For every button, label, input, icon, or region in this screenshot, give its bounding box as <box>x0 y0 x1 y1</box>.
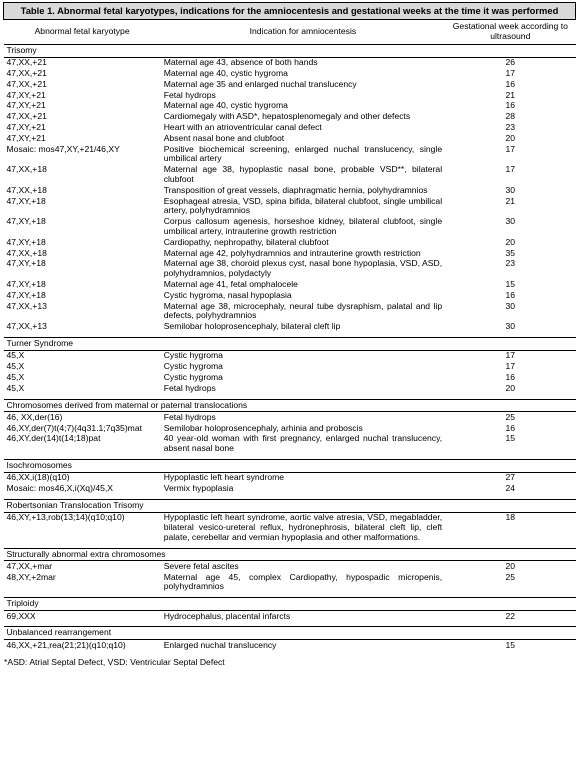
indication-cell: Hydrocephalus, placental infarcts <box>163 610 291 621</box>
karyotype-cell: 48,XY,+2mar <box>6 571 56 582</box>
section-header-row <box>4 548 576 561</box>
gestational-week-cell: 18 <box>505 512 516 523</box>
indication-cell: Maternal age 38, choroid plexus cyst, nasal bone hypoplasia, VSD, ASD, polyhydramnios, polydactyly <box>163 258 443 279</box>
table-row <box>4 640 576 656</box>
gestational-week-cell: 23 <box>505 258 516 269</box>
karyotype-cell: 47,XX,+13 <box>6 300 47 311</box>
indication-cell: Fetal hydrops <box>163 411 216 422</box>
gestational-week-cell: 22 <box>505 610 516 621</box>
indication-cell: Semilobar holoprosencephaly, bilateral cleft lip <box>163 321 341 332</box>
table-row <box>4 185 576 196</box>
karyotype-cell: 47,XX,+mar <box>6 560 53 571</box>
gestational-week-cell: 28 <box>505 111 516 122</box>
karyotype-cell: 47,XX,+21 <box>6 68 47 79</box>
table-row <box>4 290 576 301</box>
indication-cell: Hypoplastic left heart syndrome <box>163 472 285 483</box>
karyotype-cell: 69,XXX <box>6 610 36 621</box>
gestational-week-cell: 30 <box>505 184 516 195</box>
table-row <box>4 611 576 627</box>
section-header-row <box>4 598 576 611</box>
table-body <box>4 45 576 656</box>
indication-cell: 40 year-old woman with first pregnancy, enlarged nuchal translucency, absent nasal bone <box>163 433 443 454</box>
gestational-week-cell: 23 <box>505 122 516 133</box>
karyotype-cell: 47,XY,+18 <box>6 216 46 227</box>
indication-cell: Vermix hypoplasia <box>163 483 234 494</box>
table-title-row <box>4 3 576 20</box>
karyotype-cell: 47,XY,+21 <box>6 89 46 100</box>
gestational-week-cell: 20 <box>505 560 516 571</box>
gestational-week-cell: 26 <box>505 57 516 68</box>
table-row <box>4 79 576 90</box>
karyotype-cell: 47,XX,+18 <box>6 247 47 258</box>
gestational-week-cell: 25 <box>505 411 516 422</box>
karyotype-cell: 47,XY,+18 <box>6 236 46 247</box>
gestational-week-cell: 16 <box>505 100 516 111</box>
gestational-week-cell: 30 <box>505 321 516 332</box>
indication-cell: Maternal age 38, microcephaly, neural tube dysraphism, palatal and lip defects, polyhydramnios <box>163 300 443 321</box>
indication-cell: Maternal age 43, absence of both hands <box>163 57 318 68</box>
gestational-week-cell: 20 <box>505 382 516 393</box>
table-row <box>4 248 576 259</box>
gestational-week-cell: 25 <box>505 571 516 582</box>
column-header-gestational-week: Gestational week according to ultrasound <box>445 20 575 45</box>
karyotype-cell: 47,XY,+18 <box>6 289 46 300</box>
table-row <box>4 123 576 134</box>
karyotype-cell: 46,XX,+21,rea(21;21)(q10;q10) <box>6 639 126 650</box>
karyotype-cell: 47,XX,+21 <box>6 57 47 68</box>
karyotype-cell: 46, XX,der(16) <box>6 411 63 422</box>
table-row <box>4 434 576 460</box>
gestational-week-cell: 16 <box>505 422 516 433</box>
section-title: Robertsonian Translocation Trisomy <box>4 499 576 512</box>
indication-cell: Maternal age 40, cystic hygroma <box>163 68 288 79</box>
indication-cell: Cystic hygroma, nasal hypoplasia <box>163 289 292 300</box>
gestational-week-cell: 21 <box>505 195 516 206</box>
karyotype-cell: 47,XY,+18 <box>6 279 46 290</box>
karyotype-cell: 46,XX,i(18)(q10) <box>6 472 70 483</box>
gestational-week-cell: 21 <box>505 89 516 100</box>
document <box>3 2 576 667</box>
table-row <box>4 165 576 186</box>
section-header-row <box>4 338 576 351</box>
indication-cell: Cardiomegaly with ASD*, hepatosplenomegaly and other defects <box>163 111 411 122</box>
indication-cell: Absent nasal bone and clubfoot <box>163 132 285 143</box>
karyotype-cell: 46,XY,+13,rob(13;14)(q10;q10) <box>6 512 125 523</box>
section-header-row <box>4 499 576 512</box>
table-title: Table 1. Abnormal fetal karyotypes, indications for the amniocentesis and gestational weeks at the time it was performed <box>4 3 576 20</box>
table-row <box>4 350 576 361</box>
table-row <box>4 133 576 144</box>
indication-cell: Heart with an atrioventricular canal defect <box>163 122 322 133</box>
section-title: Isochromosomes <box>4 459 576 472</box>
table-row <box>4 423 576 434</box>
table-row <box>4 112 576 123</box>
indication-cell: Maternal age 35 and enlarged nuchal translucency <box>163 78 357 89</box>
gestational-week-cell: 17 <box>505 361 516 372</box>
indication-cell: Fetal hydrops <box>163 382 216 393</box>
indication-cell: Maternal age 38, hypoplastic nasal bone, probable VSD**, bilateral clubfoot <box>163 164 443 185</box>
table-row <box>4 484 576 500</box>
table-row <box>4 90 576 101</box>
table-row <box>4 412 576 423</box>
indication-cell: Semilobar holoprosencephaly, arhinia and proboscis <box>163 422 363 433</box>
gestational-week-cell: 17 <box>505 143 516 154</box>
table-row <box>4 69 576 80</box>
table-row <box>4 280 576 291</box>
gestational-week-cell: 15 <box>505 639 516 650</box>
karyotype-cell: 47,XX,+18 <box>6 184 47 195</box>
table-row <box>4 383 576 399</box>
table-row <box>4 512 576 548</box>
indication-cell: Hypoplastic left heart syndrome, aortic valve atresia, VSD, megabladder, bilateral vesico-ureteral reflux, hydronephrosis, bilateral cleft lip, cleft palate, cerebellar and vermian hypoplasia and other malformations. <box>163 512 443 542</box>
table-row <box>4 362 576 373</box>
table-row <box>4 561 576 572</box>
indication-cell: Maternal age 45, complex Cardiopathy, hypospadic micropenis, polyhydramnios <box>163 571 443 592</box>
column-header-indication: Indication for amniocentesis <box>161 20 445 45</box>
indication-cell: Transposition of great vessels, diaphragmatic hernia, polyhydramnios <box>163 184 428 195</box>
gestational-week-cell: 20 <box>505 236 516 247</box>
gestational-week-cell: 20 <box>505 132 516 143</box>
section-header-row <box>4 45 576 58</box>
table-row <box>4 237 576 248</box>
karyotype-cell: 47,XX,+18 <box>6 164 47 175</box>
section-title: Unbalanced rearrangement <box>4 627 576 640</box>
karyotype-cell: 47,XY,+21 <box>6 132 46 143</box>
table-row <box>4 472 576 483</box>
table-row <box>4 57 576 68</box>
karyotype-cell: 47,XY,+21 <box>6 122 46 133</box>
gestational-week-cell: 30 <box>505 216 516 227</box>
table-row <box>4 217 576 238</box>
gestational-week-cell: 27 <box>505 472 516 483</box>
table-row <box>4 322 576 338</box>
indication-cell: Fetal hydrops <box>163 89 216 100</box>
column-header-karyotype: Abnormal fetal karyotype <box>4 20 161 45</box>
indication-cell: Esophageal atresia, VSD, spina bifida, bilateral clubfoot, single umbilical artery, polyhydramnios <box>163 195 443 216</box>
indication-cell: Cystic hygroma <box>163 371 223 382</box>
indication-cell: Positive biochemical screening, enlarged nuchal translucency, single umbilical artery <box>163 143 443 164</box>
karyotype-cell: Mosaic: mos46,X,i(Xq)/45,X <box>6 483 114 494</box>
gestational-week-cell: 24 <box>505 483 516 494</box>
karyotype-cell: 47,XX,+21 <box>6 78 47 89</box>
karyotype-cell: 45,X <box>6 382 25 393</box>
footnote: *ASD: Atrial Septal Defect, VSD: Ventricular Septal Defect <box>4 657 225 668</box>
table-row <box>4 196 576 217</box>
gestational-week-cell: 17 <box>505 164 516 175</box>
karyotype-table <box>3 2 576 655</box>
gestational-week-cell: 16 <box>505 371 516 382</box>
section-header-row <box>4 399 576 412</box>
karyotype-cell: 46,XY,der(7)t(4;7)(4q31.1;7q35)mat <box>6 422 143 433</box>
section-title: Chromosomes derived from maternal or paternal translocations <box>4 399 576 412</box>
indication-cell: Cystic hygroma <box>163 361 223 372</box>
indication-cell: Maternal age 42, polyhydramnios and intrauterine growth restriction <box>163 247 421 258</box>
indication-cell: Corpus callosum agenesis, horseshoe kidney, bilateral clubfoot, single umbilical artery, intrauterine growth restriction <box>163 216 443 237</box>
indication-cell: Maternal age 41, fetal omphalocele <box>163 279 298 290</box>
indication-cell: Cardiopathy, nephropathy, bilateral clubfoot <box>163 236 329 247</box>
karyotype-cell: 45,X <box>6 361 25 372</box>
section-title: Triploidy <box>4 598 576 611</box>
indication-cell: Severe fetal ascites <box>163 560 239 571</box>
karyotype-cell: 45,X <box>6 371 25 382</box>
table-row <box>4 101 576 112</box>
karyotype-cell: 45,X <box>6 350 25 361</box>
karyotype-cell: 47,XX,+13 <box>6 321 47 332</box>
section-title: Turner Syndrome <box>4 338 576 351</box>
section-title: Structurally abnormal extra chromosomes <box>4 548 576 561</box>
gestational-week-cell: 17 <box>505 68 516 79</box>
gestational-week-cell: 16 <box>505 78 516 89</box>
gestational-week-cell: 15 <box>505 433 516 444</box>
indication-cell: Maternal age 40, cystic hygroma <box>163 100 288 111</box>
karyotype-cell: 47,XY,+18 <box>6 195 46 206</box>
karyotype-cell: 47,XY,+18 <box>6 258 46 269</box>
gestational-week-cell: 15 <box>505 279 516 290</box>
karyotype-cell: 46,XY,der(14)t(14;18)pat <box>6 433 101 444</box>
karyotype-cell: Mosaic: mos47,XY,+21/46,XY <box>6 143 120 154</box>
section-header-row <box>4 627 576 640</box>
table-row <box>4 372 576 383</box>
section-title: Trisomy <box>4 45 576 58</box>
karyotype-cell: 47,XY,+21 <box>6 100 46 111</box>
gestational-week-cell: 17 <box>505 350 516 361</box>
gestational-week-cell: 16 <box>505 289 516 300</box>
column-header-row <box>4 20 576 45</box>
gestational-week-cell: 30 <box>505 300 516 311</box>
table-row <box>4 144 576 165</box>
indication-cell: Enlarged nuchal translucency <box>163 639 277 650</box>
table-row <box>4 259 576 280</box>
indication-cell: Cystic hygroma <box>163 350 223 361</box>
gestational-week-cell: 35 <box>505 247 516 258</box>
table-row <box>4 301 576 322</box>
section-header-row <box>4 459 576 472</box>
karyotype-cell: 47,XX,+21 <box>6 111 47 122</box>
table-row <box>4 572 576 598</box>
